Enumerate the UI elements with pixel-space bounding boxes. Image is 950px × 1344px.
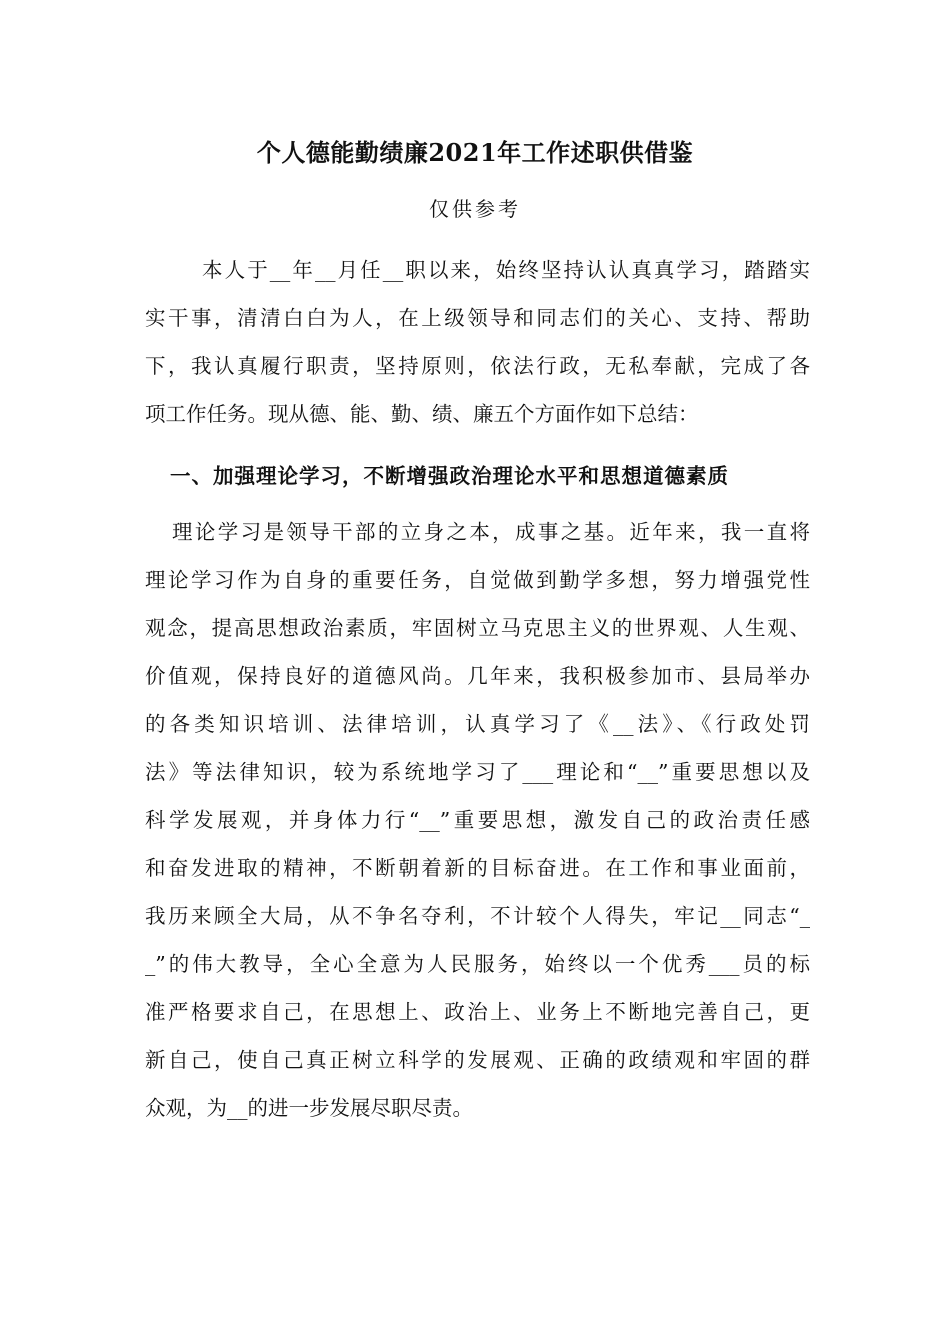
body-line: 众观，为__的进一步发展尽职尽责。: [145, 1096, 473, 1120]
intro-line: 本人于__年__月任__职以来，始终坚持认认真真学习，踏踏实: [202, 258, 810, 282]
body-line: 我历来顾全大局，从不争名夺利，不计较个人得失，牢记__同志“_: [145, 904, 810, 928]
intro-line: 下，我认真履行职责，坚持原则，依法行政，无私奉献，完成了各: [145, 354, 810, 378]
body-line: 理论学习作为自身的重要任务，自觉做到勤学多想，努力增强党性: [145, 568, 810, 592]
document-title: 个人德能勤绩廉2021年工作述职供借鉴: [256, 138, 694, 167]
body-line: 理论学习是领导干部的立身之本，成事之基。近年来，我一直将: [172, 520, 810, 544]
body-line: 新自己，使自己真正树立科学的发展观、正确的政绩观和牢固的群: [145, 1048, 810, 1072]
document-subtitle: 仅供参考: [429, 197, 521, 221]
body-line: 科学发展观，并身体力行“__”重要思想，激发自己的政治责任感: [145, 808, 810, 832]
body-line: 的各类知识培训、法律培训，认真学习了《__法》、《行政处罚: [145, 712, 810, 736]
section-heading: 一、加强理论学习，不断增强政治理论水平和思想道德素质: [170, 464, 729, 488]
intro-line: 项工作任务。现从德、能、勤、绩、廉五个方面作如下总结：: [145, 402, 699, 426]
body-line: 法》等法律知识，较为系统地学习了___理论和“__”重要思想以及: [145, 760, 810, 784]
body-line: _”的伟大教导，全心全意为人民服务，始终以一个优秀___员的标: [145, 952, 810, 976]
body-line: 价值观，保持良好的道德风尚。几年来，我积极参加市、县局举办: [145, 664, 810, 688]
body-line: 观念，提高思想政治素质，牢固树立马克思主义的世界观、人生观、: [145, 616, 810, 640]
body-line: 准严格要求自己，在思想上、政治上、业务上不断地完善自己，更: [145, 1000, 810, 1024]
body-line: 和奋发进取的精神，不断朝着新的目标奋进。在工作和事业面前，: [145, 856, 810, 880]
intro-line: 实干事，清清白白为人，在上级领导和同志们的关心、支持、帮助: [145, 306, 810, 330]
